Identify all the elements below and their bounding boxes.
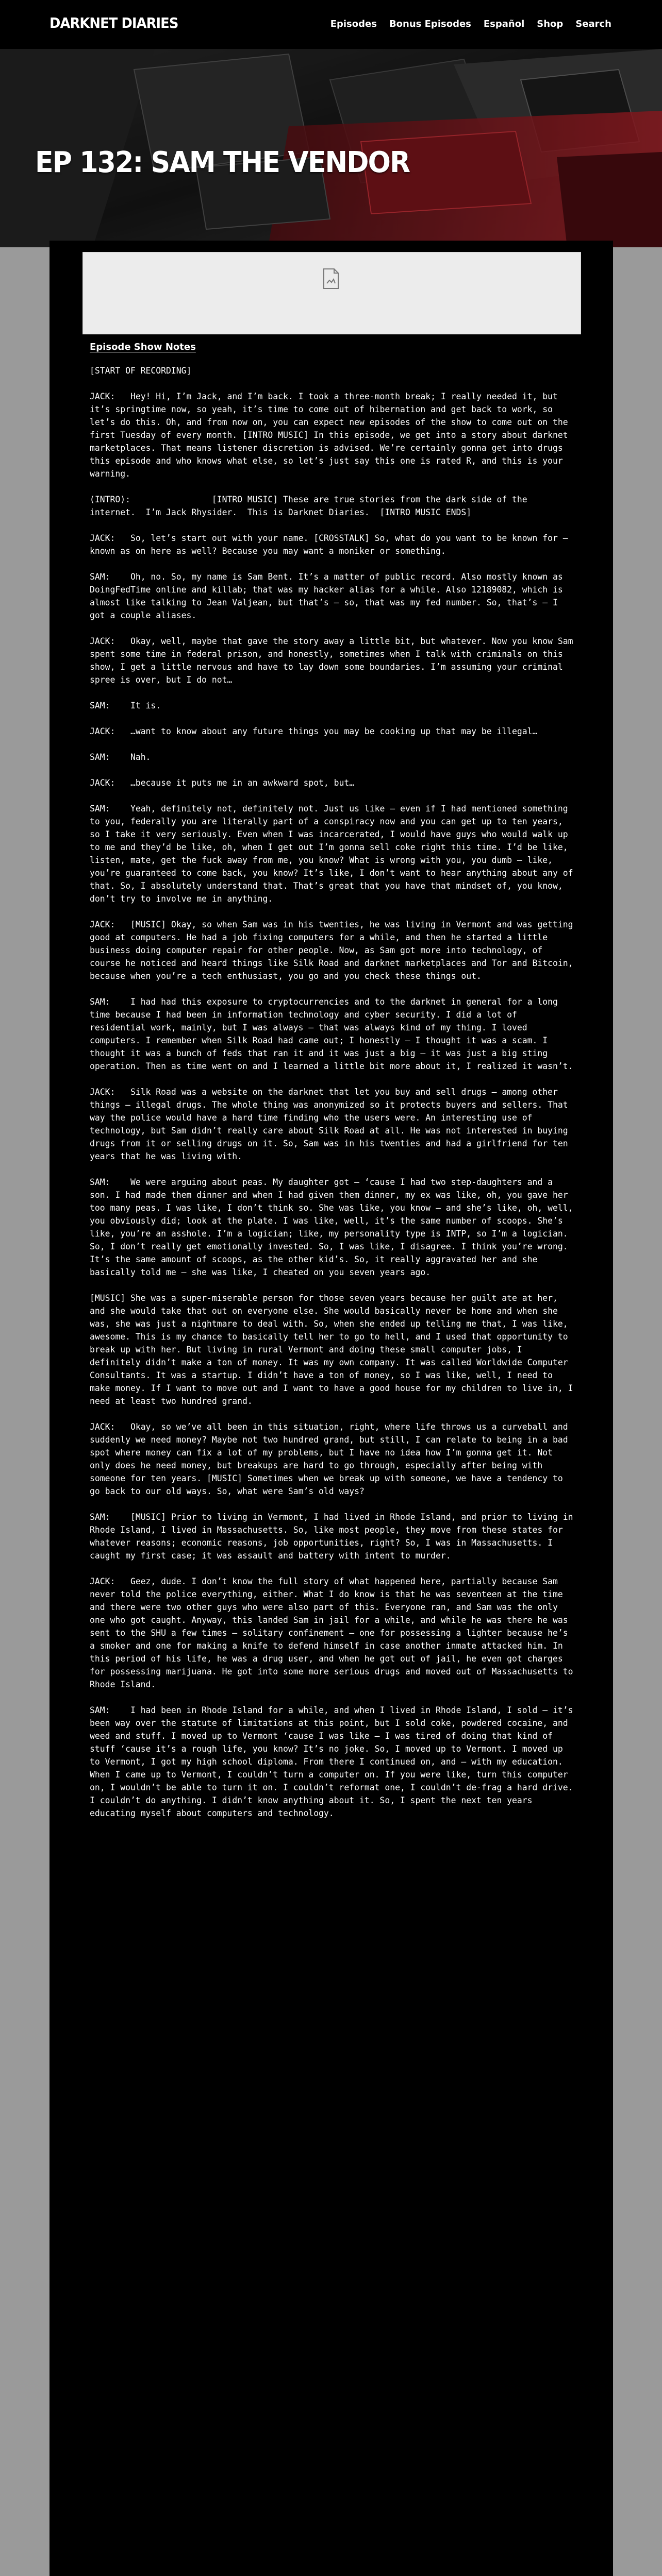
transcript-paragraph: JACK: So, let’s start out with your name. [CROSSTALK] So, what do you want to be known for – known as on here as well? Because you may want a moniker or something. <box>90 533 573 556</box>
audio-player-embed[interactable] <box>82 252 581 334</box>
transcript-paragraph: SAM: I had been in Rhode Island for a while, and when I lived in Rhode Island, I sold – it’s been way over the statute of limitations at this point, but I sold coke, powdered cocaine, and weed and stuff. I moved up to Vermont ‘cause I was like – I was tired of doing that kind of stuff ‘cause it’s a rough life, you know? It’s no joke. So, I moved up to Vermont. I moved up to Vermont, I got my high school diploma. From there I continued on, and – with my education. When I came up to Vermont, I couldn’t turn a computer on. If you were like, turn this computer on, I wouldn’t be able to turn it on. I couldn’t reformat one, I couldn’t de-frag a hard drive. I couldn’t do anything. I didn’t know anything about it. So, I spent the next ten years educating myself about computers and technology. <box>90 1705 578 1818</box>
nav-shop[interactable]: Shop <box>537 19 564 29</box>
transcript-paragraph: [START OF RECORDING] <box>90 366 192 376</box>
transcript-paragraph: (INTRO): [INTRO MUSIC] These are true stories from the dark side of the internet. I’m Jack Rhysider. This is Darknet Diaries. [INTRO MUSIC ENDS] <box>90 495 533 517</box>
transcript-paragraph: SAM: We were arguing about peas. My daughter got – ‘cause I had two step-daughters and a son. I had made them dinner and when I had given them dinner, my ex was like, oh, you gave her too many peas. I was like, I don’t think so. She was like, you know – and she’s like, oh, well, you obviously did; look at the plate. I was like, well, it’s the same number of scoops. She’s like, you’re an asshole. I’m a logician; like, my personality type is INTP, so I’m a logician. So, I don’t really get emotionally invested. So, I was like, I disagree. I think you’re wrong. It’s the same amount of scoops, as the other kid’s. So, it really aggravated her and she basically told me – she was like, I cheated on you seven years ago. <box>90 1177 578 1277</box>
episode-content <box>49 241 613 2576</box>
nav-espanol[interactable]: Español <box>483 19 525 29</box>
hero-banner <box>0 49 662 247</box>
transcript-paragraph: JACK: Hey! Hi, I’m Jack, and I’m back. I took a three-month break; I really needed it, but it’s springtime now, so yeah, it’s time to come out of hibernation and get back to work, so let’s do this. Oh, and from now on, you can expect new episodes of the show to come out on the first Tuesday of every month. [INTRO MUSIC] In this episode, we get into a story about darknet marketplaces. That means listener discretion is advised. We’re certainly gonna get into drugs this episode and who knows what else, so let’s just say this one is rated R, and this is your warning. <box>90 392 573 479</box>
transcript-paragraph: JACK: Okay, so we’ve all been in this situation, right, where life throws us a curveball and suddenly we need money? Maybe not two hundred grand, but still, I can relate to being in a bad spot where money can fix a lot of my problems, but I have no idea how I’m gonna get it. Not only does he need money, but breakups are hard to go through, especially after being with someone for ten years. [MUSIC] Sometimes when we break up with someone, we have a tendency to go back to our old ways. So, what were Sam’s old ways? <box>90 1422 573 1496</box>
episode-title: EP 132: SAM THE VENDOR <box>35 146 410 179</box>
episode-show-notes-link[interactable]: Episode Show Notes <box>90 342 196 352</box>
transcript-paragraph: JACK: Geez, dude. I don’t know the full story of what happened here, partially because Sam never told the police everything, either. What I do know is that he was seventeen at the time and there were two other guys who were also part of this. Everyone ran, and Sam was the only one who got caught. Anyway, this landed Sam in jail for a while, and while he was there he was sent to the SHU a few times – solitary confinement – one for possessing a lighter because he’s a smoker and one for making a knife to defend himself in case another inmate attacked him. In this period of his life, he was a drug user, and when he got out of jail, he even got charges for possessing marijuana. He got into some more serious drugs and moved out of Massachusetts to Rhode Island. <box>90 1577 578 1689</box>
transcript-paragraph: SAM: I had had this exposure to cryptocurrencies and to the darknet in general for a long time because I had been in information technology and cyber security. I did a lot of residential work, mainly, but I was always – that was always kind of my thing. I loved computers. I remember when Silk Road had came out; I honestly – I thought it was a scam. I thought it was a bunch of feds that ran it and it was just a big – it was just a big sting operation. Then as time went on and I learned a little bit more about it, I realized it wasn’t. <box>90 997 573 1071</box>
transcript-paragraph: SAM: Oh, no. So, my name is Sam Bent. It’s a matter of public record. Also mostly known as DoingFedTime online and killab; that was my hacker alias for a while. Also 12189082, which is almost like talking to Jean Valjean, but that’s – so, that was my fed number. So, that’s – I got a couple aliases. <box>90 572 568 620</box>
site-logo[interactable]: DARKNET DIARIES <box>49 14 178 31</box>
transcript-paragraph: SAM: [MUSIC] Prior to living in Vermont, I had lived in Rhode Island, and prior to living in Rhode Island, I lived in Massachusetts. So, like most people, they move from these states for whatever reasons; economic reasons, job opportunities, right? So, I was in Massachusetts. I caught my first case; it was assault and battery with intent to murder. <box>90 1512 578 1561</box>
nav-episodes[interactable]: Episodes <box>330 19 377 29</box>
broken-image-icon <box>321 268 341 290</box>
transcript-paragraph: SAM: It is. <box>90 701 161 710</box>
transcript <box>90 364 577 1833</box>
nav-bonus-episodes[interactable]: Bonus Episodes <box>389 19 471 29</box>
transcript-paragraph: [MUSIC] She was a super-miserable person for those seven years because her guilt ate at her, and she would take that out on everyone else. She would basically never be home and when she was, she was just a nightmare to deal with. So, when she ended up telling me that, I was like, awesome. This is my chance to basically tell her to go to hell, and I used that opportunity to break up with her. But living in rural Vermont and doing these small computer jobs, I definitely didn’t make a ton of money. It was my own company. It was called Worldwide Computer Consultants. It was a startup. I didn’t have a ton of money, so I was like, well, I need to make money. If I want to move out and I want to have a good house for my children to live in, I need at least two hundred grand. <box>90 1293 578 1406</box>
site-header <box>0 0 662 49</box>
transcript-paragraph: SAM: Yeah, definitely not, definitely not. Just us like – even if I had mentioned something to you, federally you are literally part of a conspiracy now and you can get up to ten years, so I take it very seriously. Even when I was incarcerated, I would have guys who would walk up to me and they’d be like, oh, when I get out I’m gonna sell coke right this time. I’d be like, listen, mate, get the fuck away from me, you know? What is wrong with you, you dumb – like, you’re guaranteed to come back, you know? It’s like, I don’t want to hear anything about any of that. So, I absolutely understand that. That’s great that you have that mindset of, you know, don’t try to involve me in anything. <box>90 804 578 904</box>
transcript-paragraph: SAM: Nah. <box>90 752 151 762</box>
transcript-paragraph: JACK: [MUSIC] Okay, so when Sam was in his twenties, he was living in Vermont and was getting good at computers. He had a job fixing computers for a while, and then he started a little business doing computer repair for other people. Now, as Sam got more into technology, of course he noticed and heard things like Silk Road and darknet marketplaces and Tor and Bitcoin, because when you’re a tech enthusiast, you go and you check these things out. <box>90 920 578 981</box>
transcript-paragraph: JACK: …want to know about any future things you may be cooking up that may be illegal… <box>90 726 538 736</box>
nav-search[interactable]: Search <box>575 19 611 29</box>
main-nav <box>330 19 611 29</box>
transcript-paragraph: JACK: …because it puts me in an awkward spot, but… <box>90 778 355 788</box>
transcript-paragraph: JACK: Okay, well, maybe that gave the story away a little bit, but whatever. Now you know Sam spent some time in federal prison, and honestly, sometimes when I talk with criminals on this show, I get a little nervous and have to lay down some boundaries. I’m assuming your criminal spree is over, but I do not… <box>90 636 578 685</box>
transcript-paragraph: JACK: Silk Road was a website on the darknet that let you buy and sell drugs – among other things – illegal drugs. The whole thing was anonymized so it protects buyers and sellers. That way the police would have a hard time finding who the users were. An interesting use of technology, but Sam didn’t really care about Silk Road at all. He was not interested in buying drugs from it or selling drugs on it. So, Sam was in his twenties and had a girlfriend for ten years that he was living with. <box>90 1087 573 1161</box>
